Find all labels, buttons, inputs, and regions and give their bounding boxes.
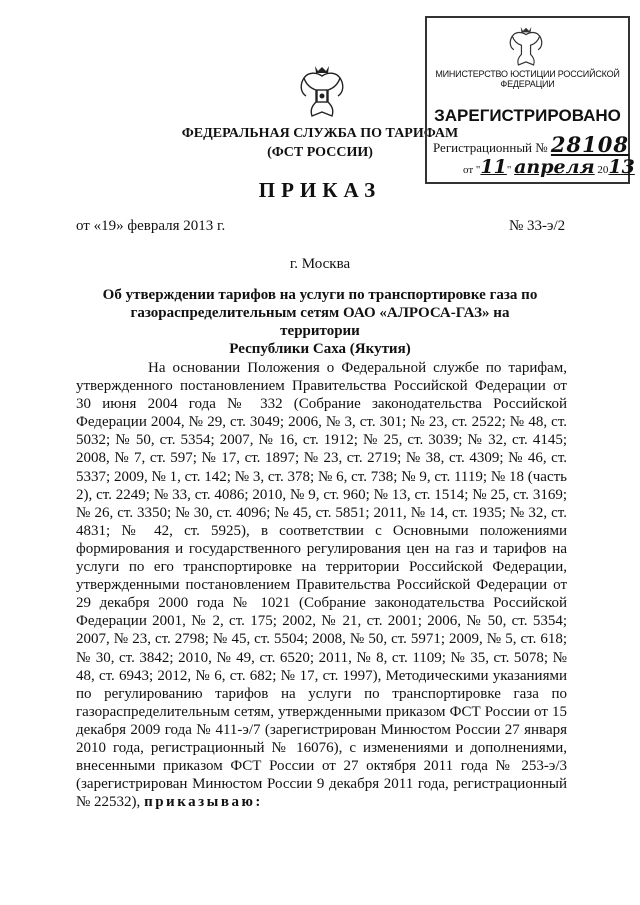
stamp-date-prefix: от ": [463, 164, 481, 176]
stamp-emblem-icon: [507, 24, 545, 68]
registration-stamp: [425, 16, 635, 184]
stamp-reg-label: Регистрационный №: [433, 140, 548, 155]
order-subject: [92, 286, 548, 358]
agency-name: [175, 124, 465, 162]
agency-name-line2: (ФСТ РОССИИ): [267, 145, 373, 160]
order-number: № 33-э/2: [509, 218, 566, 234]
subject-line2: газораспределительным сетям ОАО «АЛРОСА-ГАЗ» на территории: [130, 305, 510, 339]
body-text: На основании Положения о Федеральной службе по тарифам, утвержденного постановлением Правительства Российской Федерации от 30 июня 2004 года № 332 (Собрание законодательства Российской Федерации 2004, № 29, ст. 3049; 2006, № 3, ст. 301; № 23, ст. 2522; № 48, ст. 5032; № 50, ст. 5354; 2007, № 16, ст. 1912; № 25, ст. 3039; № 32, ст. 4145; 2008, № 7, ст. 597; № 17, ст. 1897; № 23, ст. 2719; № 38, ст. 4309; № 46, ст. 5337; 2009, № 1, ст. 142; № 3, ст. 378; № 6, ст. 738; № 9, ст. 1119; № 18 (часть 2), ст. 2249; № 33, ст. 4086; 2010, № 9, ст. 960; № 13, ст. 1514; № 25, ст. 3169; № 26, ст. 3350; № 30, ст. 4096; № 45, ст. 5851; 2011, № 14, ст. 1935; № 32, ст. 4831; № 42, ст. 5925), в соответствии с Основными положениями формирования и государственного регулирования цен на газ и тарифов на услуги по его транспортировке на территории Российской Федерации, утвержденными постановлением Правительства Российской Федерации от 29 декабря 2000 года № 1021 (Собрание законодательства Российской Федерации 2001, № 2, ст. 175; 2002, № 21, ст. 2001; 2006, № 50, ст. 5354; 2007, № 23, ст. 2798; № 45, ст. 5504; 2008, № 50, ст. 5971; 2009, № 5, ст. 618; № 30, ст. 3842; 2010, № 49, ст. 6520; 2011, № 8, ст. 1109; № 35, ст. 5078; № 48, ст. 6943; 2012, № 6, ст. 682; № 17, ст. 1997), Методическими указаниями по регулированию тарифов на услуги по транспортировке газа по газораспределительным сетям, утвержденными приказом ФСТ России от 15 декабря 2009 года № 411-э/7 (зарегистрирован Минюстом России 27 января 2010 года, регистрационный № 16076), с изменениями и дополнениями, внесенными приказом ФСТ России от 27 октября 2011 года № 253-э/3 (зарегистрирован Минюстом России 9 декабря 2011 года, регистрационный № 22532),: [76, 360, 567, 811]
order-body-paragraph: [76, 359, 567, 811]
stamp-date-mid: ": [506, 164, 512, 176]
order-city: г. Москва: [289, 256, 351, 272]
subject-line1: Об утверждении тарифов на услуги по транспортировке газа по: [102, 287, 538, 303]
stamp-status: ЗАРЕГИСТРИРОВАНО: [434, 106, 621, 125]
stamp-date-day: 11: [480, 156, 507, 178]
document-title: ПРИКАЗ: [258, 178, 382, 202]
stamp-date-month: апреля: [514, 156, 595, 178]
stamp-date-year-prefix: 20: [597, 164, 609, 176]
stamp-date-line: [463, 156, 635, 178]
order-word: приказываю:: [144, 794, 263, 811]
agency-name-line1: ФЕДЕРАЛЬНАЯ СЛУЖБА ПО ТАРИФАМ: [181, 126, 459, 141]
order-date: от «19» февраля 2013 г.: [76, 218, 226, 234]
subject-line3: Республики Саха (Якутия): [229, 341, 411, 357]
coat-of-arms-icon: [298, 62, 346, 120]
stamp-ministry: МИНИСТЕРСТВО ЮСТИЦИИ РОССИЙСКОЙ ФЕДЕРАЦИИ: [435, 69, 620, 89]
stamp-date-year: 13: [608, 156, 635, 178]
stamp-reg-number-line: [433, 132, 629, 157]
stamp-reg-number: 28108: [550, 132, 629, 157]
